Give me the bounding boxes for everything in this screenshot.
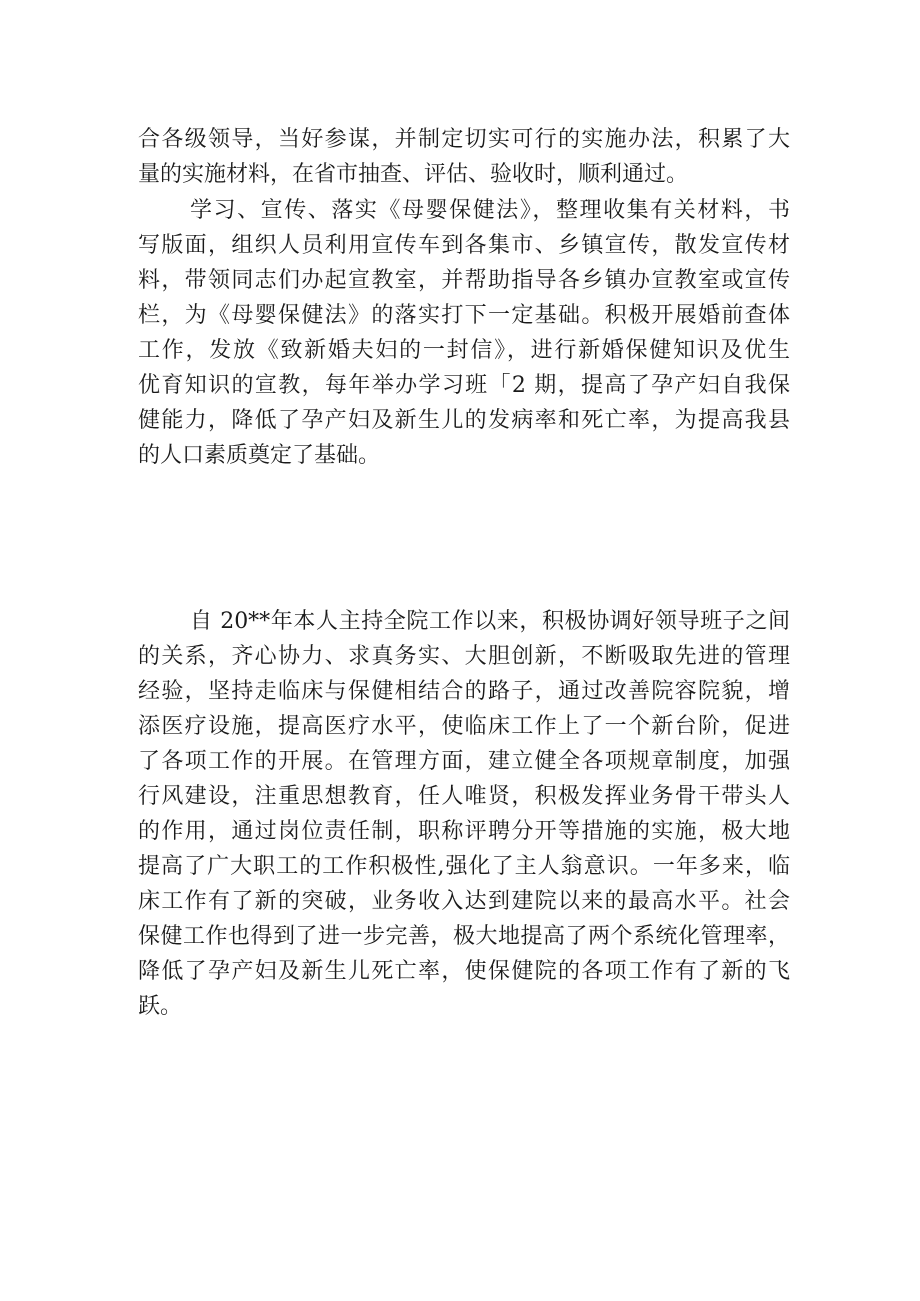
paragraph-line: 合各级领导，当好参谋，并制定切实可行的实施办法，积累了大 <box>138 127 790 152</box>
paragraph-line: 经验，坚持走临床与保健相结合的路子，通过改善院容院貌，增 <box>138 679 790 704</box>
paragraph-line: 的关系，齐心协力、求真务实、大胆创新，不断吸取先进的管理 <box>138 644 790 669</box>
paragraph-line: 写版面，组织人员利用宣传车到各集市、乡镇宣传，散发宣传材 <box>138 233 790 258</box>
paragraph-line: 跃。 <box>138 994 183 1019</box>
paragraph-line: 工作，发放《致新婚夫妇的一封信》，进行新婚保健知识及优生 <box>138 338 790 363</box>
paragraph-line: 自 20**年本人主持全院工作以来，积极协调好领导班子之间 <box>190 609 790 634</box>
paragraph-line: 健能力，降低了孕产妇及新生儿的发病率和死亡率，为提高我县 <box>138 408 790 433</box>
paragraph-line: 料，带领同志们办起宣教室，并帮助指导各乡镇办宣教室或宣传 <box>138 268 790 293</box>
paragraph-line: 提高了广大职工的工作积极性,强化了主人翁意识。一年多来，临 <box>138 854 790 879</box>
paragraph-line: 床工作有了新的突破，业务收入达到建院以来的最高水平。社会 <box>138 889 790 914</box>
paragraph-1 <box>138 122 790 192</box>
paragraph-line: 添医疗设施，提高医疗水平，使临床工作上了一个新台阶，促进 <box>138 714 790 739</box>
paragraph-line: 行风建设，注重思想教育，任人唯贤，积极发挥业务骨干带头人 <box>138 784 790 809</box>
paragraph-line: 学习、宣传、落实《母婴保健法》，整理收集有关材料，书 <box>190 198 790 223</box>
paragraph-3 <box>138 604 790 1024</box>
paragraph-line: 的人口素质奠定了基础。 <box>138 443 381 468</box>
paragraph-line: 优育知识的宣教，每年举办学习班「2 期，提高了孕产妇自我保 <box>138 373 790 398</box>
paragraph-line: 了各项工作的开展。在管理方面，建立健全各项规章制度，加强 <box>138 749 790 774</box>
paragraph-line: 栏，为《母婴保健法》的落实打下一定基础。积极开展婚前查体 <box>138 303 790 328</box>
paragraph-line: 保健工作也得到了进一步完善，极大地提高了两个系统化管理率， <box>138 924 790 949</box>
paragraph-line: 降低了孕产妇及新生儿死亡率，使保健院的各项工作有了新的飞 <box>138 959 790 984</box>
paragraph-line: 的作用，通过岗位责任制，职称评聘分开等措施的实施，极大地 <box>138 819 790 844</box>
paragraph-2 <box>138 193 790 473</box>
paragraph-line: 量的实施材料，在省市抽查、评估、验收时，顺利通过。 <box>138 162 689 187</box>
